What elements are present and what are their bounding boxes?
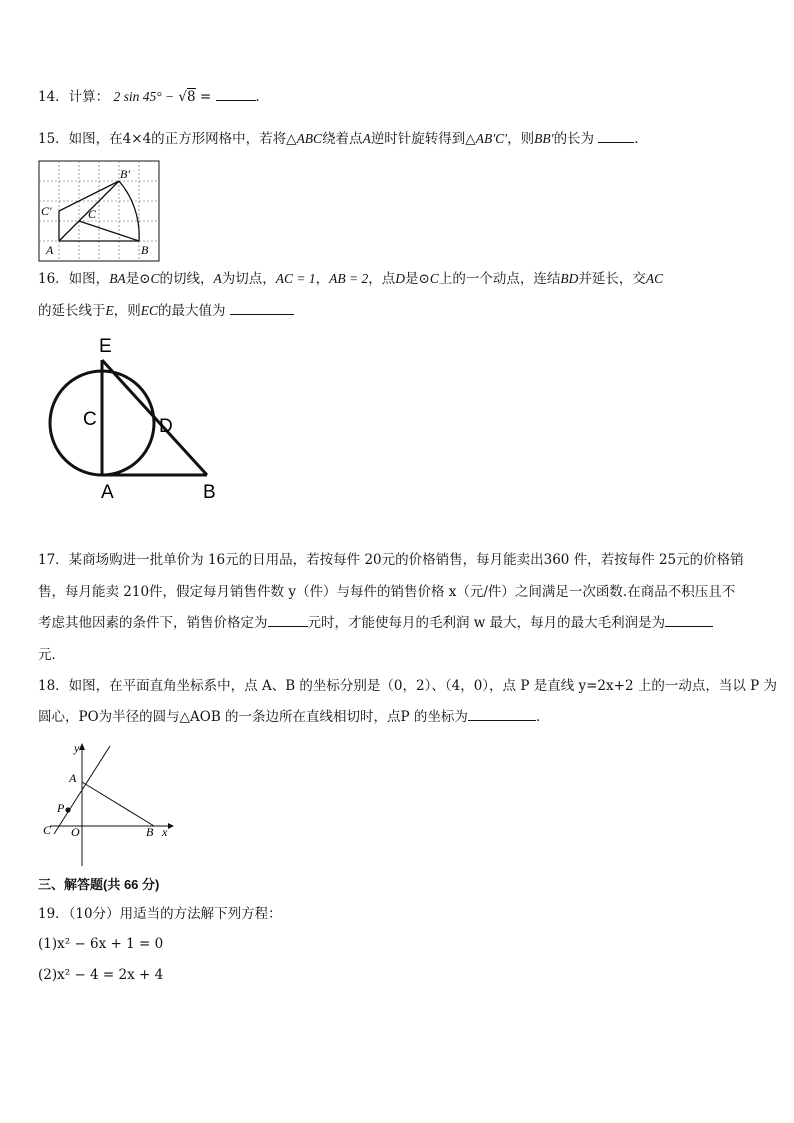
q17-text: 考虑其他因素的条件下，销售价格定为: [38, 615, 268, 631]
label-a: A: [101, 482, 114, 503]
q14-equals: =: [199, 89, 212, 105]
q17-price-blank[interactable]: [268, 614, 308, 627]
label-e: E: [99, 336, 112, 357]
q17-line4: 元．: [38, 647, 65, 663]
q16-text: 上的一个动点，连结: [438, 271, 561, 287]
circle-c: C: [150, 271, 160, 286]
label-x: x: [162, 825, 168, 839]
q18-answer-blank[interactable]: [468, 708, 536, 721]
segment-ba: BA: [109, 271, 126, 286]
q19-equation-1: (1)x² − 6x + 1 = 0: [38, 936, 164, 952]
q14-expression: 2 sin 45° −: [113, 89, 175, 104]
q14-number: 14．计算：: [38, 89, 110, 105]
label-p: P: [57, 801, 65, 815]
q17-line2: 售，每月能卖 210件，假定每月销售件数 y（件）与每件的销售价格 x（元/件）之间满足一次函数.在商品不积压且不: [38, 584, 736, 600]
triangle-abc: ABC: [296, 131, 323, 146]
q15-text: 的长为: [553, 131, 595, 147]
segment-bd: BD: [560, 271, 579, 286]
q16-text: ，点: [368, 271, 396, 287]
x-axis-arrow-icon: [168, 823, 174, 829]
q17-profit-blank[interactable]: [665, 614, 713, 627]
point-a: A: [362, 131, 371, 146]
label-b: B: [146, 825, 154, 839]
circle-c: C: [429, 271, 439, 286]
segment-cb: [79, 221, 139, 241]
q16-text: 是⊙: [405, 271, 430, 287]
ac-equation: AC = 1: [275, 271, 316, 286]
q16-line2: [38, 302, 294, 320]
q18-end: ．: [535, 709, 550, 725]
sqrt-sign: √: [178, 89, 188, 105]
q16-text: 为切点，: [221, 271, 276, 287]
q18-line1: 18．如图，在平面直角坐标系中，点 A、B 的坐标分别是（0，2）、（4，0），点 P 是直线 y=2x+2 上的一动点，当以 P 为: [38, 678, 777, 694]
q14-radicand: 8: [187, 89, 196, 105]
triangle-abc-prime: AB′C′: [475, 131, 508, 146]
q15-line: [38, 130, 648, 148]
q17-line3: [38, 614, 713, 632]
q15-end: ．: [634, 131, 648, 147]
q15-text: 绕着点: [322, 131, 363, 147]
q14-line: [38, 88, 269, 106]
q15-text: 15．如图，在4×4的正方形网格中，若将△: [38, 131, 297, 147]
q15-answer-blank[interactable]: [598, 130, 634, 143]
q15-grid-figure: [38, 160, 160, 262]
label-c-prime: C′: [41, 204, 52, 218]
q16-line1: [38, 270, 663, 288]
q16-text: ，: [315, 271, 330, 287]
segment-ec: EC: [140, 303, 159, 318]
q18-text: 圆心，PO为半径的圆与△AOB 的一条边所在直线相切时，点P 的坐标为: [38, 709, 468, 725]
q14-answer-blank[interactable]: [216, 88, 256, 101]
label-b-prime: B′: [120, 167, 130, 181]
label-b: B: [141, 243, 149, 257]
q15-text: 逆时针旋转得到△: [370, 131, 476, 147]
q16-text: 是⊙: [125, 271, 151, 287]
q17-text: 元时，才能使每月的毛利润 w 最大，每月的最大毛利润是为: [307, 615, 666, 631]
segment-ab: [82, 782, 154, 826]
label-b: B: [203, 482, 216, 503]
q19-title: 19．（10分）用适当的方法解下列方程：: [38, 906, 282, 922]
q16-circle-figure: [40, 330, 230, 505]
label-c: C: [88, 207, 97, 221]
q16-text: 并延长，交: [578, 271, 646, 287]
q16-text: ，则: [113, 303, 141, 319]
label-a: A: [46, 243, 54, 257]
q18-coordinate-figure: [40, 738, 180, 870]
q16-answer-blank[interactable]: [230, 302, 294, 315]
q15-text: ，则: [507, 131, 535, 147]
segment-ac: AC: [645, 271, 664, 286]
point-e: E: [105, 303, 114, 318]
ab-equation: AB = 2: [329, 271, 369, 286]
label-d: D: [159, 416, 173, 437]
label-o: O: [71, 825, 80, 839]
point-p: [65, 807, 70, 812]
point-a: A: [213, 271, 222, 286]
q16-text: 的延长线于: [38, 303, 106, 319]
q18-line2: [38, 708, 549, 726]
label-c: C: [43, 823, 52, 837]
q14-end: ．: [255, 89, 270, 105]
q16-text: 的最大值为: [158, 303, 226, 319]
label-c: C: [83, 409, 97, 430]
segment-eb: [102, 360, 207, 475]
point-d: D: [395, 271, 405, 286]
section-heading: 三、解答题(共 66 分): [38, 877, 160, 892]
label-a: A: [69, 771, 77, 785]
q16-text: 16．如图，: [38, 271, 110, 287]
arc-bb-prime-path: [119, 181, 139, 241]
q19-equation-2: (2)x² − 4 = 2x + 4: [38, 967, 164, 983]
q16-text: 的切线，: [159, 271, 214, 287]
q17-line1: 17．某商场购进一批单价为 16元的日用品，若按每件 20元的价格销售，每月能卖出360 件，若按每件 25元的价格销: [38, 552, 744, 568]
y-axis-arrow-icon: [79, 743, 85, 750]
label-y: y: [74, 741, 80, 755]
arc-bb-prime: BB′: [534, 131, 554, 146]
